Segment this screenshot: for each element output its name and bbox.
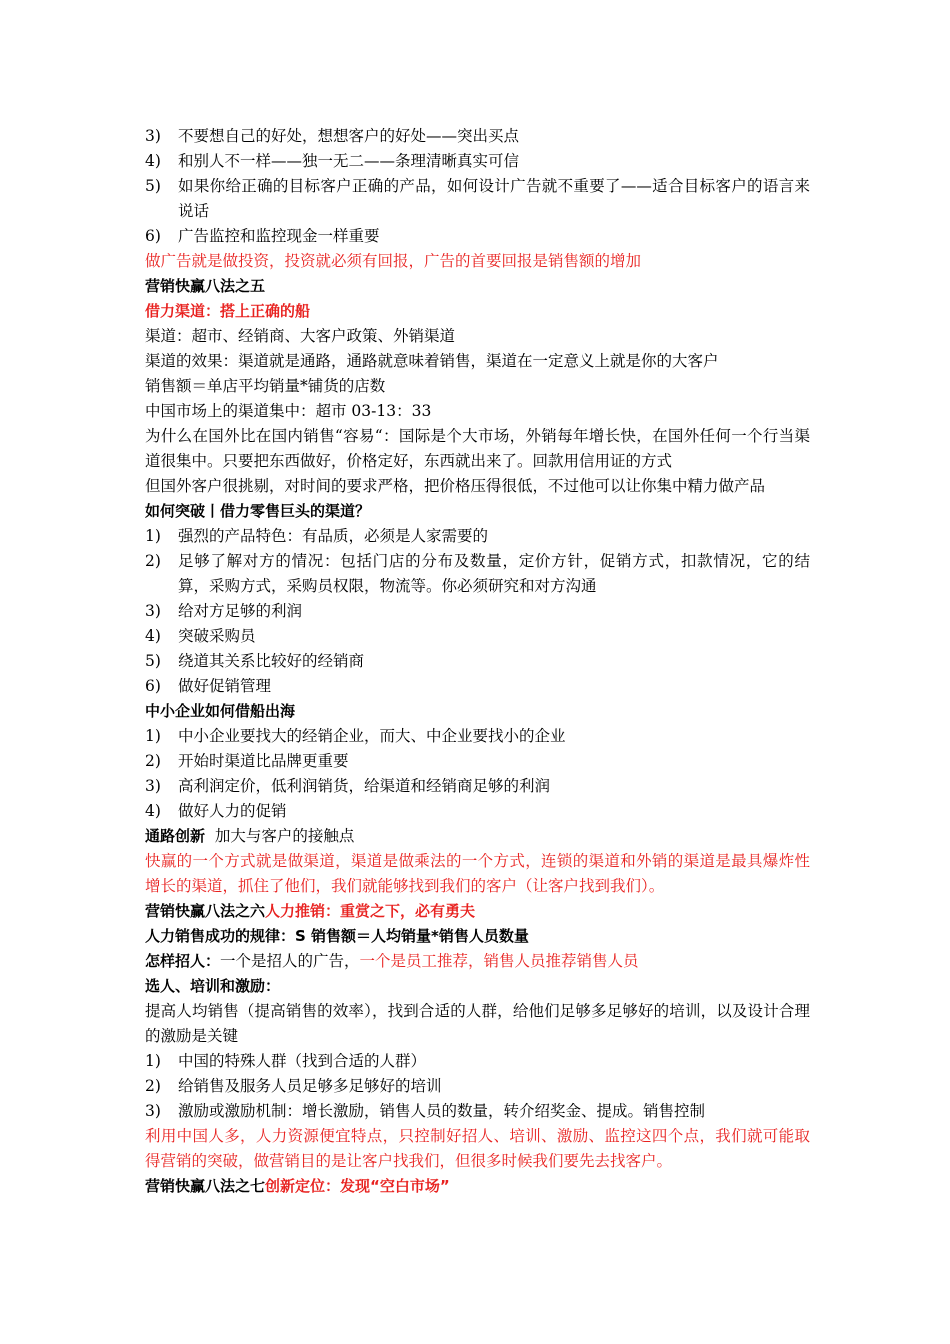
ad-note: 做广告就是做投资，投资就必须有回报，广告的首要回报是销售额的增加 xyxy=(145,252,642,270)
list-item xyxy=(145,524,810,549)
recruit-text: 一个是招人的广告， xyxy=(220,952,360,970)
section-6-heading xyxy=(145,899,810,924)
list-number: 2) xyxy=(145,1077,161,1095)
paragraph-raise-sales: 提高人均销售（提高销售的效率），找到合适的人群，给他们足够多足够好的培训，以及设计合理的激励是关键 xyxy=(145,1002,810,1045)
section-6-subtitle: 人力推销：重赏之下，必有勇夫 xyxy=(265,902,476,920)
section-7-heading xyxy=(145,1174,810,1199)
list-number: 5) xyxy=(145,177,161,195)
list-number: 2) xyxy=(145,752,161,770)
list-text: 突破采购员 xyxy=(178,627,256,645)
list-item xyxy=(145,749,810,774)
paragraph-channel-effect: 渠道的效果：渠道就是通路，通路就意味着销售，渠道在一定意义上就是你的大客户 xyxy=(145,352,719,370)
list-item xyxy=(145,724,810,749)
list-item xyxy=(145,1049,810,1074)
recruit-highlight: 一个是员工推荐，销售人员推荐销售人员 xyxy=(359,952,639,970)
list-item xyxy=(145,774,810,799)
list-text: 和别人不一样——独一无二——条理清晰真实可信 xyxy=(178,152,520,170)
list-number: 2) xyxy=(145,552,161,570)
section-5-subtitle: 借力渠道：搭上正确的船 xyxy=(145,302,311,320)
list-number: 1) xyxy=(145,727,161,745)
list-text: 绕道其关系比较好的经销商 xyxy=(178,652,365,670)
list-item xyxy=(145,1099,810,1124)
list-item xyxy=(145,549,810,599)
document-page xyxy=(145,124,810,1199)
list-text: 给销售及服务人员足够多足够好的培训 xyxy=(178,1077,442,1095)
list-text: 足够了解对方的情况：包括门店的分布及数量，定价方针，促销方式，扣款情况，它的结算，采购方式，采购员权限，物流等。你必须研究和对方沟通 xyxy=(178,552,810,595)
list-text: 如果你给正确的目标客户正确的产品，如何设计广告就不重要了——适合目标客户的语言来说话 xyxy=(178,177,810,220)
paragraph-abroad-1: 为什么在国外比在国内销售“容易“：国际是个大市场，外销每年增长快，在国外任何一个行当渠道很集中。只要把东西做好，价格定好，东西就出来了。回款用信用证的方式 xyxy=(145,427,810,470)
section-7-title: 营销快赢八法之七 xyxy=(145,1177,266,1195)
list-number: 4) xyxy=(145,802,161,820)
paragraph-china-market: 中国市场上的渠道集中：超市 03-13：33 xyxy=(145,402,432,420)
list-text: 不要想自己的好处，想想客户的好处——突出买点 xyxy=(178,127,520,145)
list-text: 开始时渠道比品牌更重要 xyxy=(178,752,349,770)
paragraph-sales-formula: 销售额＝单店平均销量*铺货的店数 xyxy=(145,377,386,395)
list-text: 给对方足够的利润 xyxy=(178,602,303,620)
paragraph-channels: 渠道：超市、经销商、大客户政策、外销渠道 xyxy=(145,327,456,345)
red-channel-note: 快赢的一个方式就是做渠道，渠道是做乘法的一个方式，连锁的渠道和外销的渠道是最具爆炸性增长的渠道，抓住了他们，我们就能够找到我们的客户（让客户找到我们）。 xyxy=(145,852,810,895)
list-number: 6) xyxy=(145,677,161,695)
list-text: 激励或激励机制：增长激励，销售人员的数量，转介绍奖金、提成。销售控制 xyxy=(178,1102,706,1120)
list-item xyxy=(145,649,810,674)
list-item xyxy=(145,674,810,699)
section-6-title: 营销快赢八法之六 xyxy=(145,902,266,920)
list-text: 高利润定价，低利润销货，给渠道和经销商足够的利润 xyxy=(178,777,551,795)
list-item xyxy=(145,599,810,624)
list-number: 3) xyxy=(145,602,161,620)
recruit-label: 怎样招人： xyxy=(145,952,221,970)
list-number: 3) xyxy=(145,777,161,795)
list-number: 1) xyxy=(145,1052,161,1070)
list-text: 做好人力的促销 xyxy=(178,802,287,820)
list-item xyxy=(145,624,810,649)
red-people-note: 利用中国人多，人力资源便宜特点，只控制好招人、培训、激励、监控这四个点，我们就可能取得营销的突破，做营销目的是让客户找我们，但很多时候我们要先去找客户。 xyxy=(145,1127,810,1170)
list-number: 4) xyxy=(145,627,161,645)
list-text: 中国的特殊人群（找到合适的人群） xyxy=(178,1052,427,1070)
list-item xyxy=(145,224,810,249)
heading-sales-rule: 人力销售成功的规律：S 销售额＝人均销量*销售人员数量 xyxy=(145,927,529,945)
list-number: 6) xyxy=(145,227,161,245)
heading-sme: 中小企业如何借船出海 xyxy=(145,702,296,720)
list-number: 4) xyxy=(145,152,161,170)
list-item xyxy=(145,174,810,224)
heading-select-train: 选人、培训和激励： xyxy=(145,977,281,995)
list-item xyxy=(145,149,810,174)
list-text: 广告监控和监控现金一样重要 xyxy=(178,227,380,245)
list-number: 3) xyxy=(145,127,161,145)
list-item xyxy=(145,799,810,824)
list-item xyxy=(145,124,810,149)
list-number: 5) xyxy=(145,652,161,670)
list-item xyxy=(145,1074,810,1099)
list-text: 中小企业要找大的经销企业，而大、中企业要找小的企业 xyxy=(178,727,566,745)
channel-innovation-text: 加大与客户的接触点 xyxy=(205,827,355,845)
channel-innovation-line xyxy=(145,824,810,849)
list-text: 强烈的产品特色：有品质，必须是人家需要的 xyxy=(178,527,489,545)
recruit-line xyxy=(145,949,810,974)
heading-breakthrough: 如何突破丨借力零售巨头的渠道？ xyxy=(145,502,371,520)
paragraph-abroad-2: 但国外客户很挑剔，对时间的要求严格，把价格压得很低，不过他可以让你集中精力做产品 xyxy=(145,477,766,495)
section-5-title: 营销快赢八法之五 xyxy=(145,277,266,295)
list-number: 3) xyxy=(145,1102,161,1120)
list-number: 1) xyxy=(145,527,161,545)
section-7-subtitle: 创新定位：发现“空白市场” xyxy=(265,1177,450,1195)
channel-innovation-label: 通路创新 xyxy=(145,827,206,845)
list-text: 做好促销管理 xyxy=(178,677,272,695)
